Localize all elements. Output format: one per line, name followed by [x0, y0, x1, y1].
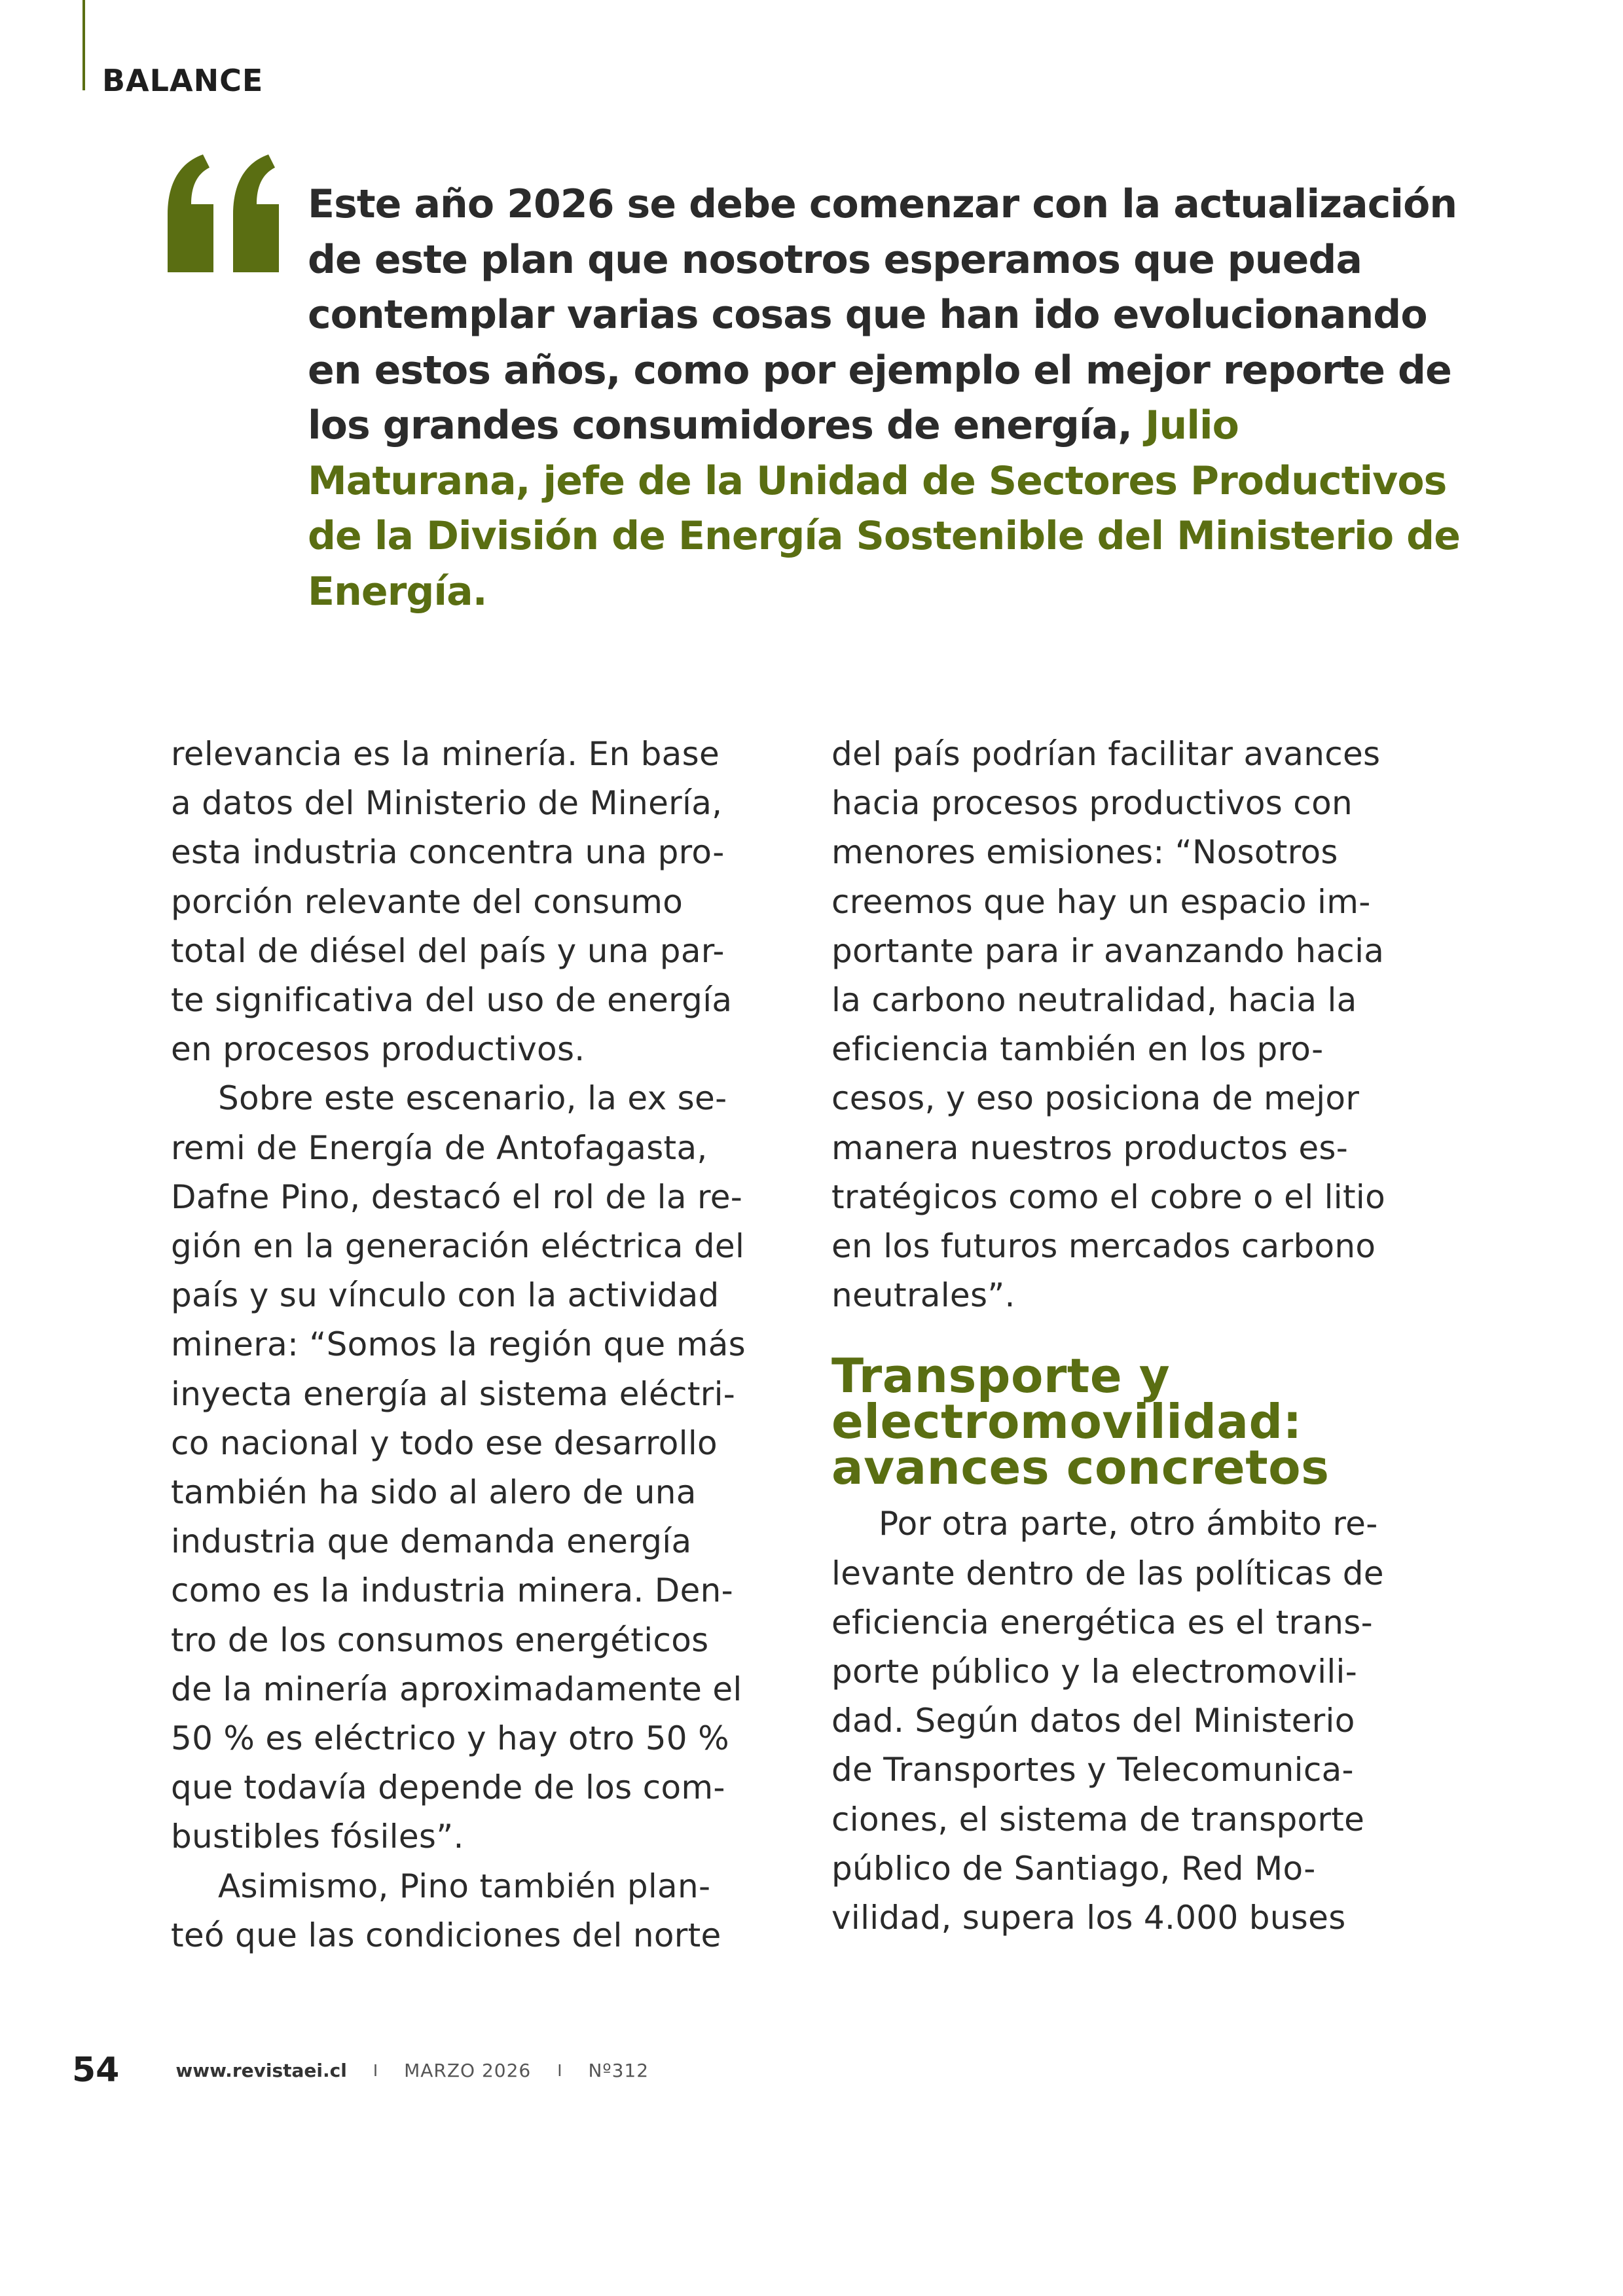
section-label: BALANCE — [102, 63, 264, 98]
footer-url[interactable]: www.revistaei.cl — [175, 2059, 347, 2081]
page-footer — [72, 2047, 649, 2093]
footer-separator: I — [557, 2060, 562, 2080]
right-paragraph-2: Por otra parte, otro ámbito re- levante dentro de las políticas de eficiencia energética es el trans- porte público y la electromovili- dad. Según datos del Ministerio de Transportes y Telecomunica- ciones, el sistema de transporte público de Santiago, Red Mo- vilidad, supera los 4.000 buses — [831, 1505, 1384, 1937]
issue-date: MARZO 2026 — [404, 2059, 532, 2081]
section-subhead: Transporte y electromovilidad: avances concretos — [831, 1348, 1330, 1496]
left-paragraph-2: Sobre este escenario, la ex se- remi de Energía de Antofagasta, Dafne Pino, destacó el rol de la re- gión en la generación eléctrica del país y su vínculo con la actividad minera: “Somos la región que más inyecta energía al sistema eléctri- co nacional y todo ese desarrollo también ha sido al alero de una industria que demanda energía como es la industria minera. Den- tro de los consumos energéticos de la minería aproximadamente el 50 % es eléctrico y hay otro 50 % que todavía depende de los com- bustibles fósiles”. — [171, 1079, 746, 1856]
pull-quote — [308, 177, 1460, 619]
footer-separator: I — [373, 2060, 378, 2080]
section-rule — [82, 0, 85, 90]
right-paragraph-1: del país podrían facilitar avances hacia procesos productivos con menores emisiones: “Nosotros creemos que hay un espacio im- portante para ir avanzando hacia la carbono neutralidad, hacia la eficiencia también en los pro- cesos, y eso posiciona de mejor manera nuestros productos es- tratégicos como el cobre o el litio en los futuros mercados carbono neutrales”. — [831, 735, 1385, 1315]
pull-quote-text: Este año 2026 se debe comenzar con la actualización de este plan que nosotros esperamos que pueda contemplar varias cosas que han ido evolucionando en estos años, como por ejemplo el mejor reporte de los grandes consumidores de energía, — [308, 181, 1457, 448]
right-column — [831, 730, 1447, 1943]
left-paragraph-3: Asimismo, Pino también plan- teó que las condiciones del norte — [171, 1867, 721, 1954]
left-column — [171, 730, 786, 1960]
pull-quote-attribution: Julio Maturana, jefe de la Unidad de Sectores Productivos de la División de Energía Sostenible del Ministerio de Energía. — [308, 403, 1460, 615]
page-number: 54 — [72, 2051, 120, 2090]
quote-icon — [162, 151, 284, 275]
issue-number: Nº312 — [588, 2059, 649, 2081]
left-paragraph-1: relevancia es la minería. En base a datos del Ministerio de Minería, esta industria concentra una pro- porción relevante del consumo total de diésel del país y una par- te significativa del uso de energía en procesos productivos. — [171, 735, 733, 1069]
